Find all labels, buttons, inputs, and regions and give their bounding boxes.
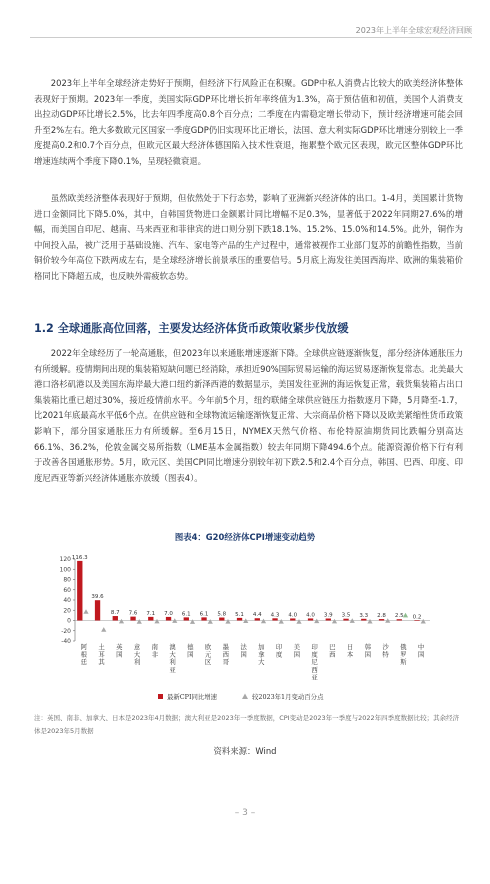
change-marker: [261, 619, 266, 624]
cpi-bar: [272, 618, 277, 620]
bar-value-label: 3.3: [359, 612, 369, 619]
cpi-bar: [184, 617, 189, 620]
legend-label-cpi: 最新CPI同比增速: [167, 693, 218, 701]
cpi-bar: [397, 619, 402, 620]
cpi-bar: [255, 618, 260, 620]
cpi-bar: [326, 619, 331, 621]
bar-value-label: 5.1: [235, 611, 244, 618]
change-marker: [421, 619, 426, 624]
bar-value-label: 4.0: [306, 612, 315, 619]
y-tick-label: -40: [61, 638, 71, 645]
cpi-bar-chart: [0, 545, 490, 710]
y-tick-label: 0: [67, 617, 71, 625]
bar-value-label: 116.3: [71, 554, 88, 561]
category-label: 韩国: [364, 643, 372, 659]
change-marker: [296, 619, 301, 624]
bar-value-label: 39.6: [91, 594, 104, 601]
category-label: 土耳其: [98, 643, 105, 667]
chart-notes: 注：英国、南非、加拿大、日本是2023年4月数据；澳大利亚是2023年一季度数据，CPI变动是2023年一季度与2022年四季度数据比较；其余经济体是2023年5月数据: [34, 714, 460, 735]
cpi-bar: [343, 619, 348, 621]
y-tick-label: 20: [63, 607, 71, 615]
cpi-bar: [219, 618, 224, 621]
cpi-bar: [361, 619, 366, 621]
change-marker: [279, 619, 284, 624]
change-marker: [332, 619, 337, 624]
bar-value-label: 2.5: [394, 613, 404, 620]
y-tick-label: 100: [59, 566, 71, 574]
bar-value-label: 7.6: [128, 610, 138, 617]
running-header: 2023年上半年全球宏观经济回顾: [355, 26, 472, 35]
bar-value-label: 6.1: [199, 611, 209, 618]
bar-value-label: 6.1: [181, 611, 191, 618]
category-label: 沙特: [382, 643, 389, 659]
change-marker: [137, 619, 142, 624]
change-marker: [225, 619, 230, 624]
category-label: 日本: [346, 643, 354, 659]
y-tick-label: -20: [61, 627, 71, 635]
bar-value-label: 8.7: [110, 610, 120, 617]
bar-value-label: 4.4: [252, 612, 262, 619]
bar-value-label: 7.1: [146, 610, 156, 617]
category-label: 印度: [275, 643, 283, 659]
category-label: 澳大利亚: [169, 643, 176, 674]
category-label: 巴西: [329, 643, 336, 659]
y-tick-label: 40: [63, 597, 71, 604]
bar-value-label: 7.0: [164, 610, 173, 617]
legend-swatch-cpi: [158, 694, 163, 699]
category-label: 印度尼西亚: [311, 643, 318, 682]
cpi-bar: [414, 620, 419, 621]
cpi-bar: [379, 619, 384, 620]
legend-swatch-change: [242, 694, 248, 700]
cpi-bar: [148, 617, 153, 621]
bar-value-label: 3.9: [323, 612, 333, 619]
category-label: 加拿大: [258, 643, 265, 667]
section-heading: 1.2 全球通胀高位回落，主要发达经济体货币政策收紧步伐放缓: [34, 322, 349, 335]
cpi-bar: [237, 618, 242, 621]
change-marker: [101, 627, 106, 632]
y-tick-label: 80: [63, 576, 71, 584]
category-label: 中国: [417, 643, 425, 659]
change-marker: [190, 619, 195, 624]
paragraph-inflation: 2022年全球经历了一轮高通胀，但2023年以来通胀增速逐渐下降。全球供应链逐渐恢复，部分经济体通胀压力有所缓解。疫情期间出现的集装箱短缺问题已经消除，承担近90%国际贸易运输的海运贸易逐渐恢复常态。北美最大港口洛杉矶港以及美国东海岸最大港口纽约新泽西港的数据显示，美国发往亚洲的海运恢复正常，载货集装箱占出口集装箱比重已超过30%，接近疫情前水平。今年前5个月，纽约联储全球供应链压力指数逐月下降，5月降至-1.7，比2021年底最高水平低6个点。在供应链和全球物流运输逐渐恢复正常、大宗商品价格下降以及欧美紧缩性货币政策影响下，部分国家通胀压力有所缓解。至6月15日，NYMEX天然气价格、布伦特原油期货同比跌幅分别高达66.1%、36.2%，伦敦金属交易所指数（LME基本金属指数）较去年同期下降494.6个点。能源资源价格下行有利于改善各国通胀形势。5月，欧元区、美国CPI同比增速分别较年初下跌2.5和2.4个百分点，韩国、巴西、印度、印度尼西亚等新兴经济体通胀亦放缓（图表4）。: [34, 348, 463, 483]
paragraph-economy-outlook: 2023年上半年全球经济走势好于预期，但经济下行风险正在积聚。GDP中私人消费占比较大的欧美经济体整体表现好于预期。2023年一季度，美国实际GDP环比增长折年率终值为1.3%，高于预估值和初值，美国个人消费支出拉动GDP环比增长2.5%，比去年四季度高0.8个百分点；二季度在内需稳定增长带动下，预计经济增速可能会回升至2%左右。绝大多数欧元区国家一季度GDP仍旧实现环比正增长，法国、意大利实际GDP环比增速分别较上一季度提高0.2和0.7个百分点，但欧元区最大经济体德国陷入技术性衰退，拖累整个欧元区表现，欧元区整体GDP环比增速连续两个季度下降0.1%，呈现轻微衰退。: [34, 78, 463, 166]
bar-value-label: 2.8: [377, 613, 386, 620]
chart-title: 图表4：G20经济体CPI增速变动趋势: [174, 532, 316, 542]
change-marker: [403, 613, 408, 618]
cpi-bar: [201, 617, 206, 620]
category-label: 法国: [240, 643, 247, 659]
category-label: 俄罗斯: [400, 643, 407, 667]
category-label: 阿根廷: [80, 643, 88, 667]
bar-value-label: 5.8: [217, 611, 227, 618]
legend-label-change: 较2023年1月变动百分点: [252, 693, 324, 701]
data-source: 资料来源：Wind: [213, 746, 277, 756]
y-tick-label: 120: [59, 556, 71, 563]
cpi-bar: [290, 618, 295, 620]
change-marker: [154, 619, 159, 624]
y-tick-label: 60: [63, 586, 71, 594]
category-label: 南非: [151, 643, 159, 659]
bar-value-label: 3.5: [341, 612, 351, 619]
category-label: 墨西哥: [222, 643, 230, 667]
bar-value-label: 4.0: [288, 612, 298, 619]
change-marker: [83, 609, 88, 614]
category-label: 欧元区: [204, 643, 212, 667]
category-label: 美国: [293, 643, 301, 659]
paragraph-asia-exports: 虽然欧美经济整体表现好于预期，但依然处于下行态势，影响了亚洲新兴经济体的出口。1-4月，美国累计货物进口金额同比下降5.0%，其中，自韩国货物进口金额累计同比增幅不足0.3%，显著低于2022年同期27.6%的增幅，而美国自印尼、越南、马来西亚和菲律宾的进口则分别下跌18.1%、15.2%、15.0%和14.5%。此外，铜作为中间投入品，被广泛用于基础设施、汽车、家电等产品的生产过程中，通常被视作工业部门复苏的前瞻性指数，当前铜价较今年高位下跌两成左右，是全球经济增长前景承压的重要信号。5月底上海发往美国西海岸、欧洲的集装箱价格同比下降超五成，也反映外需疲软态势。: [34, 193, 463, 281]
cpi-bar: [308, 618, 313, 620]
cpi-bar: [95, 600, 100, 620]
change-marker: [119, 619, 124, 624]
bar-value-label: 4.3: [270, 612, 280, 619]
category-label: 意大利: [133, 643, 141, 667]
bar-value-label: 0.2: [412, 614, 422, 621]
cpi-bar: [166, 617, 171, 621]
header-rule: [30, 37, 472, 38]
cpi-bar: [77, 561, 82, 621]
page-number: – 3 –: [234, 808, 256, 818]
change-marker: [208, 619, 213, 624]
cpi-bar: [113, 616, 118, 620]
change-marker: [314, 619, 319, 624]
category-label: 英国: [116, 643, 123, 659]
change-marker: [367, 619, 372, 624]
cpi-bar: [130, 617, 135, 621]
category-label: 德国: [187, 643, 194, 659]
